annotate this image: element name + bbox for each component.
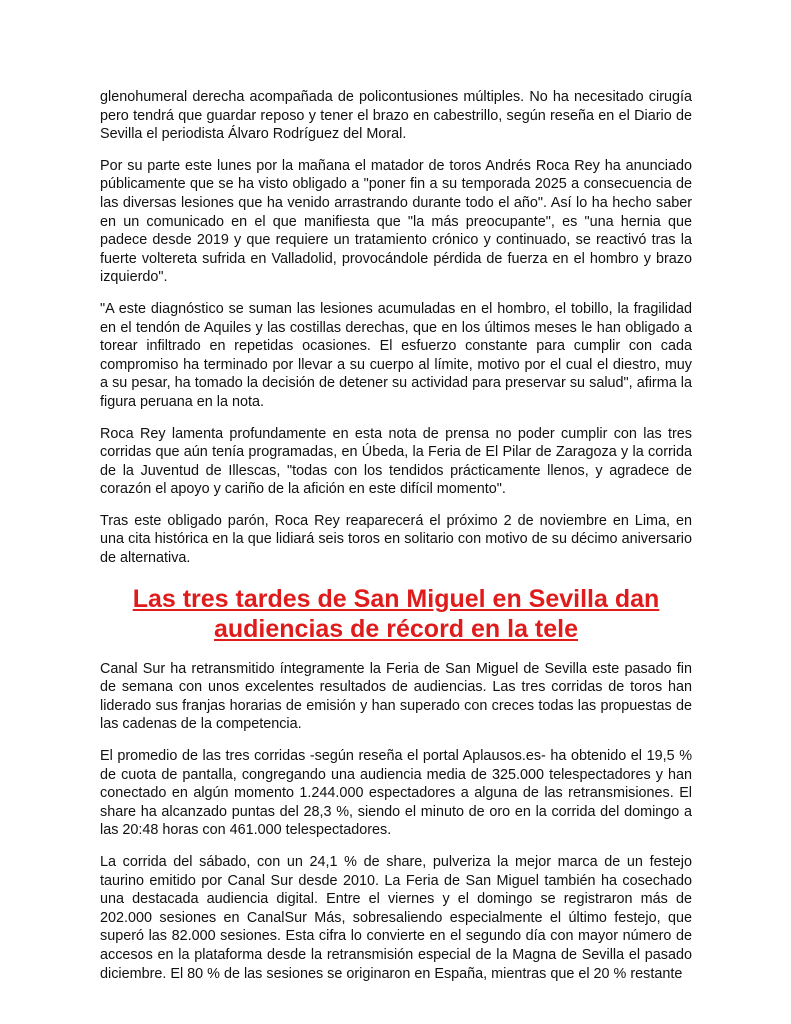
paragraph-injury-report: glenohumeral derecha acompañada de policontusiones múltiples. No ha necesitado cirugía pero tendrá que guardar reposo y tener el brazo en cabestrillo, según reseña en el Diario de Sevilla el periodista Álvaro Rodríguez del Moral. xyxy=(100,89,692,143)
paragraph-saturday-record: La corrida del sábado, con un 24,1 % de share, pulveriza la mejor marca de un festejo taurino emitido por Canal Sur desde 2010. La Feria de San Miguel también ha cosechado una destacada audiencia digital. Entre el viernes y el domingo se registraron más de 202.000 sesiones en CanalSur Más, sobresaliendo especialmente el último festejo, que superó las 82.000 sesiones. Esta cifra lo convierte en el segundo día con mayor número de accesos en la plataforma desde la retransmisión especial de la Magna de Sevilla el pasado diciembre. El 80 % de las sesiones se originaron en España, mientras que el 20 % restante xyxy=(100,854,692,982)
paragraph-cancelled-corridas: Roca Rey lamenta profundamente en esta nota de prensa no poder cumplir con las tres corridas que aún tenía programadas, en Úbeda, la Feria de El Pilar de Zaragoza y la corrida de la Juventud de Illescas, "todas con los tendidos prácticamente llenos, y agradece de corazón el apoyo y cariño de la afición en este difícil momento". xyxy=(100,425,692,498)
paragraph-audience-averages: El promedio de las tres corridas -según reseña el portal Aplausos.es- ha obtenido el 19,5 % de cuota de pantalla, congregando una audiencia media de 325.000 telespectadores y han conectado en algún momento 1.244.000 espectadores a alguna de las retransmisiones. El share ha alcanzado puntas del 28,3 %, siendo el minuto de oro en la corrida del domingo a las 20:48 horas con 461.000 telespectadores. xyxy=(100,748,692,839)
paragraph-canal-sur-intro: Canal Sur ha retransmitido íntegramente la Feria de San Miguel de Sevilla este pasado fin de semana con unos excelentes resultados de audiencias. Las tres corridas de toros han liderado sus franjas horarias de emisión y han superado con creces todas las propuestas de las cadenas de la competencia. xyxy=(100,660,692,733)
paragraph-roca-rey-announcement: Por su parte este lunes por la mañana el matador de toros Andrés Roca Rey ha anunciado públicamente que se ha visto obligado a "poner fin a su temporada 2025 a consecuencia de las diversas lesiones que ha venido arrastrando durante todo el año". Así lo ha hecho saber en un comunicado en el que manifiesta que "la más preocupante", es "una hernia que padece desde 2019 y que requiere un tratamiento crónico y continuado, se reactivó tras la fuerte voltereta sufrida en Valladolid, provocándole pérdida de fuerza en el hombro y brazo izquierdo". xyxy=(100,157,692,286)
paragraph-lima-return: Tras este obligado parón, Roca Rey reaparecerá el próximo 2 de noviembre en Lima, en una cita histórica en la que lidiará seis toros en solitario con motivo de su décimo aniversario de alternativa. xyxy=(100,512,692,567)
article-content xyxy=(100,88,692,996)
paragraph-diagnosis: "A este diagnóstico se suman las lesiones acumuladas en el hombro, el tobillo, la fragilidad en el tendón de Aquiles y las costillas derechas, que en los últimos meses le han obligado a torear infiltrado en repetidas ocasiones. El esfuerzo constante para cumplir con cada compromiso ha terminado por llevar a su cuerpo al límite, motivo por el cual el diestro, muy a su pesar, ha tomado la decisión de detener su actividad para preservar su salud", afirma la figura peruana en la nota. xyxy=(100,300,692,410)
article-headline: Las tres tardes de San Miguel en Sevilla dan audiencias de récord en la tele xyxy=(132,584,660,643)
